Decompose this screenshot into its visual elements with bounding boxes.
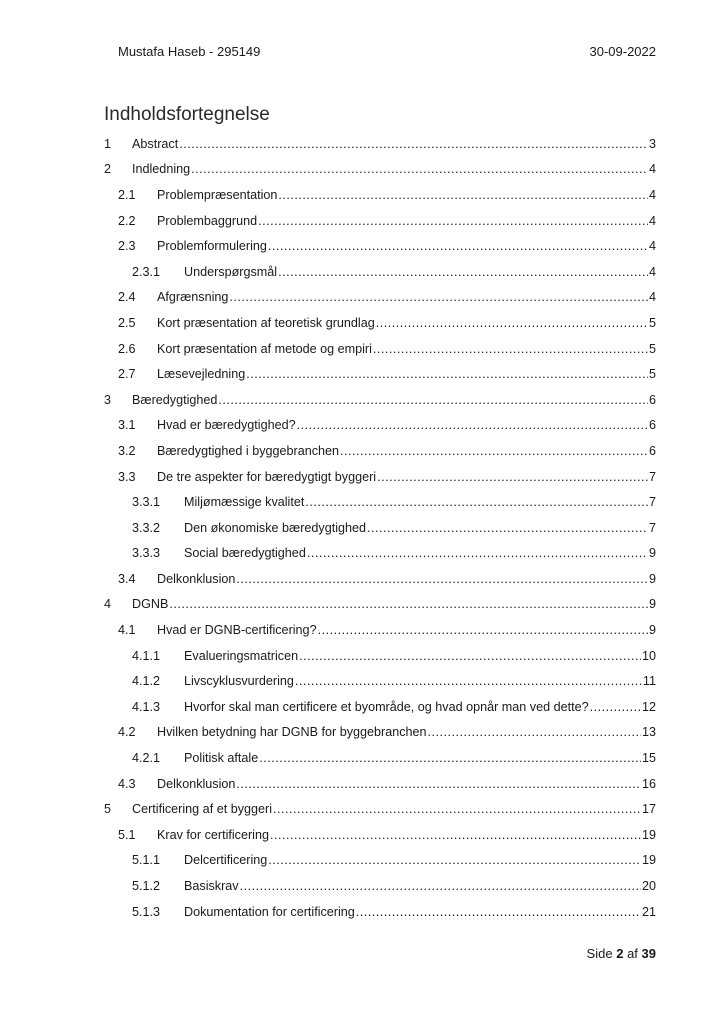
toc-entry-link[interactable] [157,442,656,460]
toc-entry-number: 3.3.3 [132,546,161,561]
toc-entry-title: Miljømæssige kvalitet [184,495,305,510]
toc-entry-number: 5.1.1 [132,853,161,868]
toc-entry[interactable] [104,336,656,362]
toc-entry-link[interactable] [157,314,656,332]
toc-entry-page: 4 [648,264,656,279]
toc-leader-dots [229,288,648,306]
toc-entry-number: 4.1.1 [132,648,161,663]
toc-entry-link[interactable] [157,826,656,844]
toc-entry-link[interactable] [157,288,656,306]
toc-leader-dots [318,621,648,639]
toc-entry-title: Dokumentation for certificering [184,904,355,919]
toc-leader-dots [340,442,648,460]
toc-entry-page: 6 [648,418,656,433]
toc-entry-link[interactable] [184,647,656,665]
toc-entry-page: 7 [648,520,656,535]
toc-entry-link[interactable] [184,544,656,562]
toc-entry[interactable] [104,157,656,183]
toc-entry-link[interactable] [184,698,656,716]
toc-entry-title: Hvilken betydning har DGNB for byggebranchen [157,725,427,740]
toc-entry-number: 3 [104,392,112,407]
toc-entry-page: 9 [648,597,656,612]
toc-entry[interactable] [104,208,656,234]
toc-entry[interactable] [104,822,656,848]
toc-entry[interactable] [104,515,656,541]
toc-entry-page: 9 [648,623,656,638]
toc-entry-title: Underspørgsmål [184,264,278,279]
toc-entry-link[interactable] [132,160,656,178]
toc-leader-dots [373,340,648,358]
toc-leader-dots [299,647,641,665]
toc-leader-dots [305,493,648,511]
toc-entry-number: 4.1.2 [132,674,161,689]
toc-entry-number: 2.5 [118,315,136,330]
toc-entry[interactable] [104,361,656,387]
toc-leader-dots [376,314,648,332]
toc-entry-page: 6 [648,392,656,407]
page-footer [587,946,656,961]
toc-entry-title: Hvad er DGNB-certificering? [157,623,317,638]
toc-entry-link[interactable] [184,903,656,921]
toc-entry-title: Bæredygtighed i byggebranchen [157,443,340,458]
toc-entry-number: 5.1.3 [132,904,161,919]
toc-entry-title: Basiskrav [184,879,239,894]
toc-entry-number: 4.3 [118,776,136,791]
toc-leader-dots [307,544,648,562]
toc-leader-dots [259,749,641,767]
toc-entry-title: Indledning [132,162,191,177]
toc-entry-number: 1 [104,136,112,151]
toc-entry-title: Læsevejledning [157,367,246,382]
toc-entry-page: 10 [641,648,656,663]
toc-entry-title: Abstract [132,136,179,151]
toc-entry-title: Livscyklusvurdering [184,674,294,689]
toc-entry-number: 2.4 [118,290,136,305]
toc-entry-title: Delcertificering [184,853,268,868]
toc-entry-number: 2.3.1 [132,264,161,279]
toc-entry-link[interactable] [184,749,656,767]
toc-entry-title: Problembaggrund [157,213,258,228]
toc-entry-page: 7 [648,469,656,484]
toc-entry-title: Afgrænsning [157,290,229,305]
toc-entry-page: 4 [648,290,656,305]
toc-entry-title: Politisk aftale [184,751,259,766]
toc-leader-dots [169,595,648,613]
toc-entry-page: 5 [648,367,656,382]
footer-current-page: 2 [616,946,624,961]
footer-total-pages: 39 [641,946,656,961]
toc-entry[interactable] [104,566,656,592]
toc-entry[interactable] [104,668,656,694]
toc-entry-number: 4 [104,597,112,612]
toc-entry-number: 3.3 [118,469,136,484]
header-date: 30-09-2022 [589,44,656,59]
toc-entry-number: 3.2 [118,443,136,458]
toc-entry-page: 20 [641,879,656,894]
toc-entry[interactable] [104,592,656,618]
toc-entry[interactable] [104,438,656,464]
toc-entry-title: Krav for certificering [157,827,269,842]
toc-leader-dots [268,851,641,869]
toc-leader-dots [179,135,648,153]
toc-entry-link[interactable] [157,237,656,255]
toc-entry-number: 2.3 [118,239,136,254]
toc-entry-link[interactable] [132,595,656,613]
toc-entry-page: 6 [648,443,656,458]
toc-entry[interactable] [104,489,656,515]
toc-leader-dots [297,416,648,434]
toc-entry-link[interactable] [184,493,656,511]
toc-entry-title: Social bæredygtighed [184,546,306,561]
toc-entry-number: 3.3.1 [132,495,161,510]
toc-entry[interactable] [104,720,656,746]
toc-entry-title: Delkonklusion [157,776,236,791]
toc-entry[interactable] [104,233,656,259]
toc-leader-dots [278,263,648,281]
toc-entry[interactable] [104,285,656,311]
toc-leader-dots [268,237,648,255]
toc-entry-title: Bæredygtighed [132,392,218,407]
toc-leader-dots [270,826,641,844]
page-header [118,44,656,62]
toc-entry[interactable] [104,796,656,822]
toc-entry[interactable] [104,131,656,157]
toc-entry[interactable] [104,387,656,413]
toc-entry-page: 19 [641,853,656,868]
toc-entry-page: 5 [648,315,656,330]
header-author: Mustafa Haseb - 295149 [118,44,261,59]
toc-entry-page: 12 [641,699,656,714]
toc-entry-link[interactable] [157,723,656,741]
toc-entry-title: Den økonomiske bæredygtighed [184,520,367,535]
toc-entry-page: 4 [648,162,656,177]
toc-entry-link[interactable] [157,570,656,588]
toc-entry-number: 2.6 [118,341,136,356]
toc-entry-link[interactable] [157,621,656,639]
toc-leader-dots [191,160,648,178]
toc-entry[interactable] [104,745,656,771]
toc-entry-link[interactable] [184,519,656,537]
toc-entry-number: 4.1.3 [132,699,161,714]
toc-entry-number: 4.2.1 [132,751,161,766]
toc-entry-link[interactable] [157,775,656,793]
toc-entry-number: 5 [104,802,112,817]
toc-entry-number: 3.4 [118,571,136,586]
toc-entry-link[interactable] [157,468,656,486]
toc-entry-title: Hvad er bæredygtighed? [157,418,296,433]
table-of-contents [104,131,656,924]
toc-entry-page: 5 [648,341,656,356]
footer-separator: af [627,946,638,961]
toc-entry-title: Certificering af et byggeri [132,802,272,817]
toc-leader-dots [278,186,648,204]
toc-entry-page: 15 [641,751,656,766]
toc-entry[interactable] [104,259,656,285]
toc-entry[interactable] [104,464,656,490]
toc-entry-title: Problemformulering [157,239,267,254]
footer-prefix: Side [586,946,613,961]
toc-leader-dots [356,903,641,921]
toc-entry-page: 9 [648,546,656,561]
toc-leader-dots [236,775,641,793]
toc-entry-link[interactable] [132,391,656,409]
toc-entry-page: 7 [648,495,656,510]
toc-entry-page: 4 [648,213,656,228]
toc-entry-page: 3 [648,136,656,151]
toc-entry-number: 2 [104,162,112,177]
toc-entry[interactable] [104,310,656,336]
toc-entry[interactable] [104,182,656,208]
toc-entry[interactable] [104,413,656,439]
toc-entry-page: 9 [648,571,656,586]
toc-entry-link[interactable] [157,186,656,204]
toc-entry-link[interactable] [184,263,656,281]
toc-entry-link[interactable] [157,416,656,434]
toc-entry-title: Delkonklusion [157,571,236,586]
toc-entry-link[interactable] [157,365,656,383]
toc-entry-number: 2.7 [118,367,136,382]
toc-entry-title: Problempræsentation [157,187,278,202]
toc-entry-page: 13 [641,725,656,740]
toc-entry-page: 4 [648,187,656,202]
toc-entry-link[interactable] [184,672,656,690]
toc-entry-title: De tre aspekter for bæredygtigt byggeri [157,469,377,484]
toc-entry-title: Evalueringsmatricen [184,648,299,663]
toc-entry-page: 11 [642,674,656,689]
toc-leader-dots [590,698,641,716]
toc-entry-link[interactable] [157,212,656,230]
toc-entry-page: 19 [641,827,656,842]
toc-entry[interactable] [104,899,656,925]
toc-entry-title: Hvorfor skal man certificere et byområde, og hvad opnår man ved dette? [184,699,589,714]
toc-entry-page: 16 [641,776,656,791]
toc-entry-title: DGNB [132,597,169,612]
toc-leader-dots [240,877,641,895]
toc-leader-dots [367,519,648,537]
toc-entry-page: 17 [641,802,656,817]
toc-leader-dots [236,570,648,588]
toc-entry-page: 4 [648,239,656,254]
toc-leader-dots [218,391,648,409]
toc-entry[interactable] [104,694,656,720]
toc-entry-number: 4.2 [118,725,136,740]
toc-entry-title: Kort præsentation af teoretisk grundlag [157,315,375,330]
toc-entry[interactable] [104,617,656,643]
toc-entry-number: 5.1 [118,827,136,842]
toc-entry-number: 4.1 [118,623,136,638]
toc-leader-dots [428,723,641,741]
toc-leader-dots [246,365,648,383]
toc-entry-number: 3.3.2 [132,520,161,535]
toc-title: Indholdsfortegnelse [104,104,270,125]
toc-entry[interactable] [104,771,656,797]
toc-entry-number: 3.1 [118,418,136,433]
toc-entry-number: 2.2 [118,213,136,228]
toc-entry-link[interactable] [184,877,656,895]
toc-entry[interactable] [104,848,656,874]
toc-entry-number: 2.1 [118,187,136,202]
toc-entry[interactable] [104,541,656,567]
toc-leader-dots [258,212,648,230]
toc-entry[interactable] [104,873,656,899]
toc-entry-title: Kort præsentation af metode og empiri [157,341,372,356]
toc-entry[interactable] [104,643,656,669]
toc-entry-link[interactable] [132,135,656,153]
toc-entry-link[interactable] [184,851,656,869]
toc-entry-link[interactable] [157,340,656,358]
toc-entry-page: 21 [641,904,656,919]
toc-entry-link[interactable] [132,800,656,818]
toc-entry-number: 5.1.2 [132,879,161,894]
toc-leader-dots [295,672,642,690]
toc-leader-dots [273,800,641,818]
toc-leader-dots [377,468,648,486]
